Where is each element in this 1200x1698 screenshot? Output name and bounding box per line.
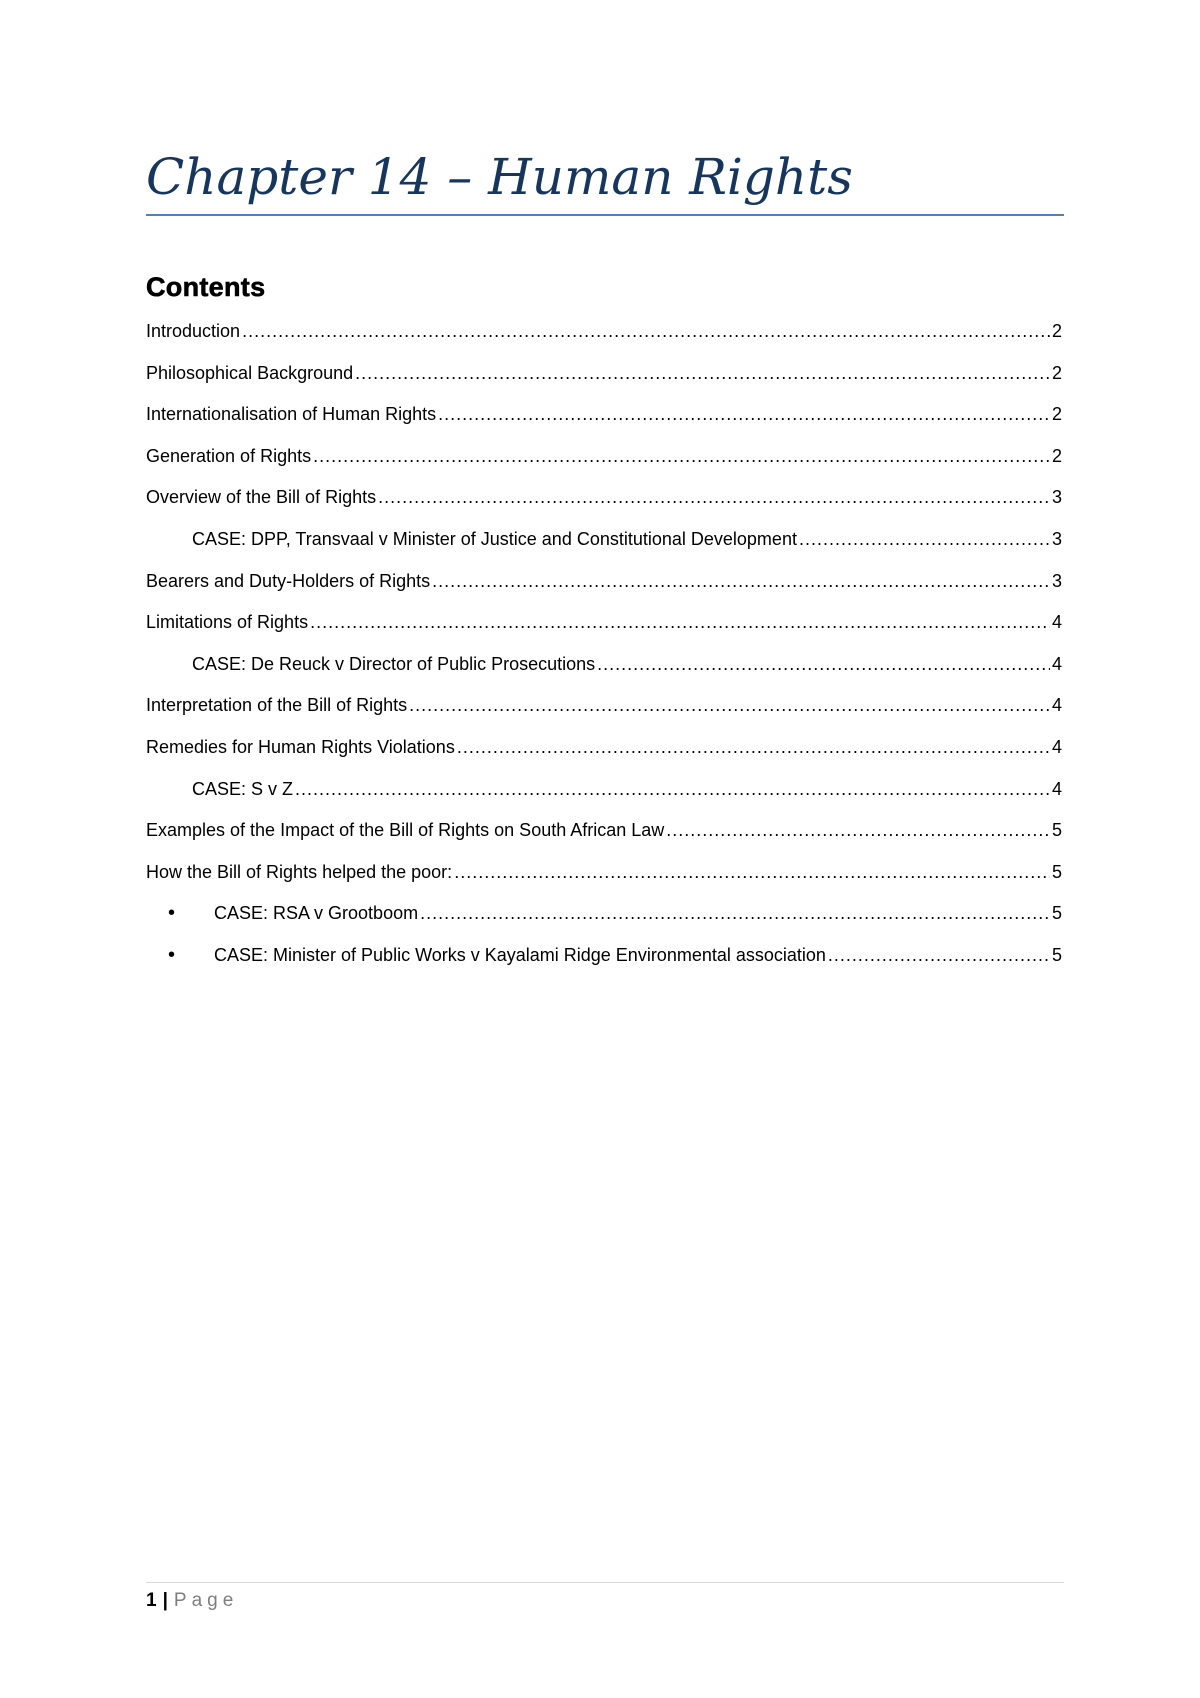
toc-entry-page: 3 xyxy=(1051,487,1062,508)
toc-entry-text: Bearers and Duty-Holders of Rights xyxy=(146,570,431,591)
title-underline xyxy=(146,214,1064,216)
toc-entry-text: CASE: RSA v Grootboom xyxy=(214,903,419,924)
toc-entry-introduction[interactable] xyxy=(146,311,1062,353)
toc-entry-page: 5 xyxy=(1051,861,1062,882)
toc-entry-case-de-reuck[interactable] xyxy=(146,644,1062,686)
table-of-contents xyxy=(146,311,1062,977)
dot-leader xyxy=(597,644,1050,686)
dot-leader xyxy=(310,602,1050,644)
page-footer xyxy=(146,1588,238,1614)
toc-entry-text: Generation of Rights xyxy=(146,445,312,466)
toc-heading: Contents xyxy=(146,272,266,302)
toc-entry-page: 4 xyxy=(1051,612,1062,633)
page-title: Chapter 14 – Human Rights xyxy=(146,148,853,206)
toc-entry-page: 4 xyxy=(1051,653,1062,674)
dot-leader xyxy=(828,935,1050,977)
toc-entry-text: CASE: De Reuck v Director of Public Prosecutions xyxy=(192,653,596,674)
toc-entry-text: Internationalisation of Human Rights xyxy=(146,404,437,425)
bullet-icon: • xyxy=(168,943,176,966)
toc-entry-text: CASE: Minister of Public Works v Kayalami Ridge Environmental association xyxy=(214,944,826,965)
toc-entry-case-s-v-z[interactable] xyxy=(146,769,1062,811)
dot-leader xyxy=(295,769,1050,811)
page-label: Page xyxy=(173,1590,239,1611)
page-number: 1 xyxy=(146,1590,157,1611)
toc-entry-page: 5 xyxy=(1051,903,1062,924)
toc-entry-bearers-duty-holders[interactable] xyxy=(146,561,1062,603)
toc-entry-page: 4 xyxy=(1051,778,1062,799)
toc-entry-page: 4 xyxy=(1051,736,1062,757)
toc-entry-text: Introduction xyxy=(146,321,241,341)
dot-leader xyxy=(438,394,1050,436)
toc-entry-page: 3 xyxy=(1051,570,1062,591)
dot-leader xyxy=(409,685,1050,727)
toc-entry-page: 2 xyxy=(1051,445,1062,466)
toc-entry-case-kayalami-ridge[interactable] xyxy=(146,935,1062,977)
dot-leader xyxy=(355,353,1050,395)
toc-entry-generation-of-rights[interactable] xyxy=(146,436,1062,478)
toc-entry-page: 2 xyxy=(1051,362,1062,383)
dot-leader xyxy=(378,477,1050,519)
toc-entry-page: 4 xyxy=(1051,695,1062,716)
footer-separator: | xyxy=(162,1590,168,1611)
toc-entry-internationalisation[interactable] xyxy=(146,394,1062,436)
toc-entry-limitations-of-rights[interactable] xyxy=(146,602,1062,644)
toc-entry-text: Limitations of Rights xyxy=(146,612,309,633)
toc-entry-philosophical-background[interactable] xyxy=(146,353,1062,395)
dot-leader xyxy=(666,810,1050,852)
toc-entry-case-dpp-transvaal[interactable] xyxy=(146,519,1062,561)
bullet-icon: • xyxy=(168,902,176,925)
dot-leader xyxy=(454,852,1050,894)
dot-leader xyxy=(420,893,1050,935)
toc-entry-text: Philosophical Background xyxy=(146,362,354,383)
toc-entry-page: 2 xyxy=(1051,321,1062,341)
toc-entry-interpretation[interactable] xyxy=(146,685,1062,727)
dot-leader xyxy=(313,436,1050,478)
toc-entry-text: CASE: S v Z xyxy=(192,778,294,799)
toc-entry-text: Overview of the Bill of Rights xyxy=(146,487,377,508)
toc-entry-page: 3 xyxy=(1051,528,1062,549)
footer-rule xyxy=(146,1582,1064,1583)
toc-entry-examples-of-impact[interactable] xyxy=(146,810,1062,852)
toc-entry-page: 2 xyxy=(1051,404,1062,425)
toc-entry-text: Examples of the Impact of the Bill of Rights on South African Law xyxy=(146,820,665,841)
toc-entry-text: How the Bill of Rights helped the poor: xyxy=(146,861,453,882)
toc-entry-text: Interpretation of the Bill of Rights xyxy=(146,695,408,716)
toc-entry-text: Remedies for Human Rights Violations xyxy=(146,736,455,757)
toc-entry-text: CASE: DPP, Transvaal v Minister of Justice and Constitutional Development xyxy=(192,528,797,549)
dot-leader xyxy=(457,727,1050,769)
toc-entry-helped-the-poor[interactable] xyxy=(146,852,1062,894)
dot-leader xyxy=(432,561,1050,603)
toc-entry-case-grootboom[interactable] xyxy=(146,893,1062,935)
toc-entry-page: 5 xyxy=(1051,820,1062,841)
dot-leader xyxy=(799,519,1050,561)
dot-leader xyxy=(242,311,1050,353)
toc-entry-overview-bill-of-rights[interactable] xyxy=(146,477,1062,519)
toc-entry-remedies[interactable] xyxy=(146,727,1062,769)
toc-entry-page: 5 xyxy=(1051,944,1062,965)
